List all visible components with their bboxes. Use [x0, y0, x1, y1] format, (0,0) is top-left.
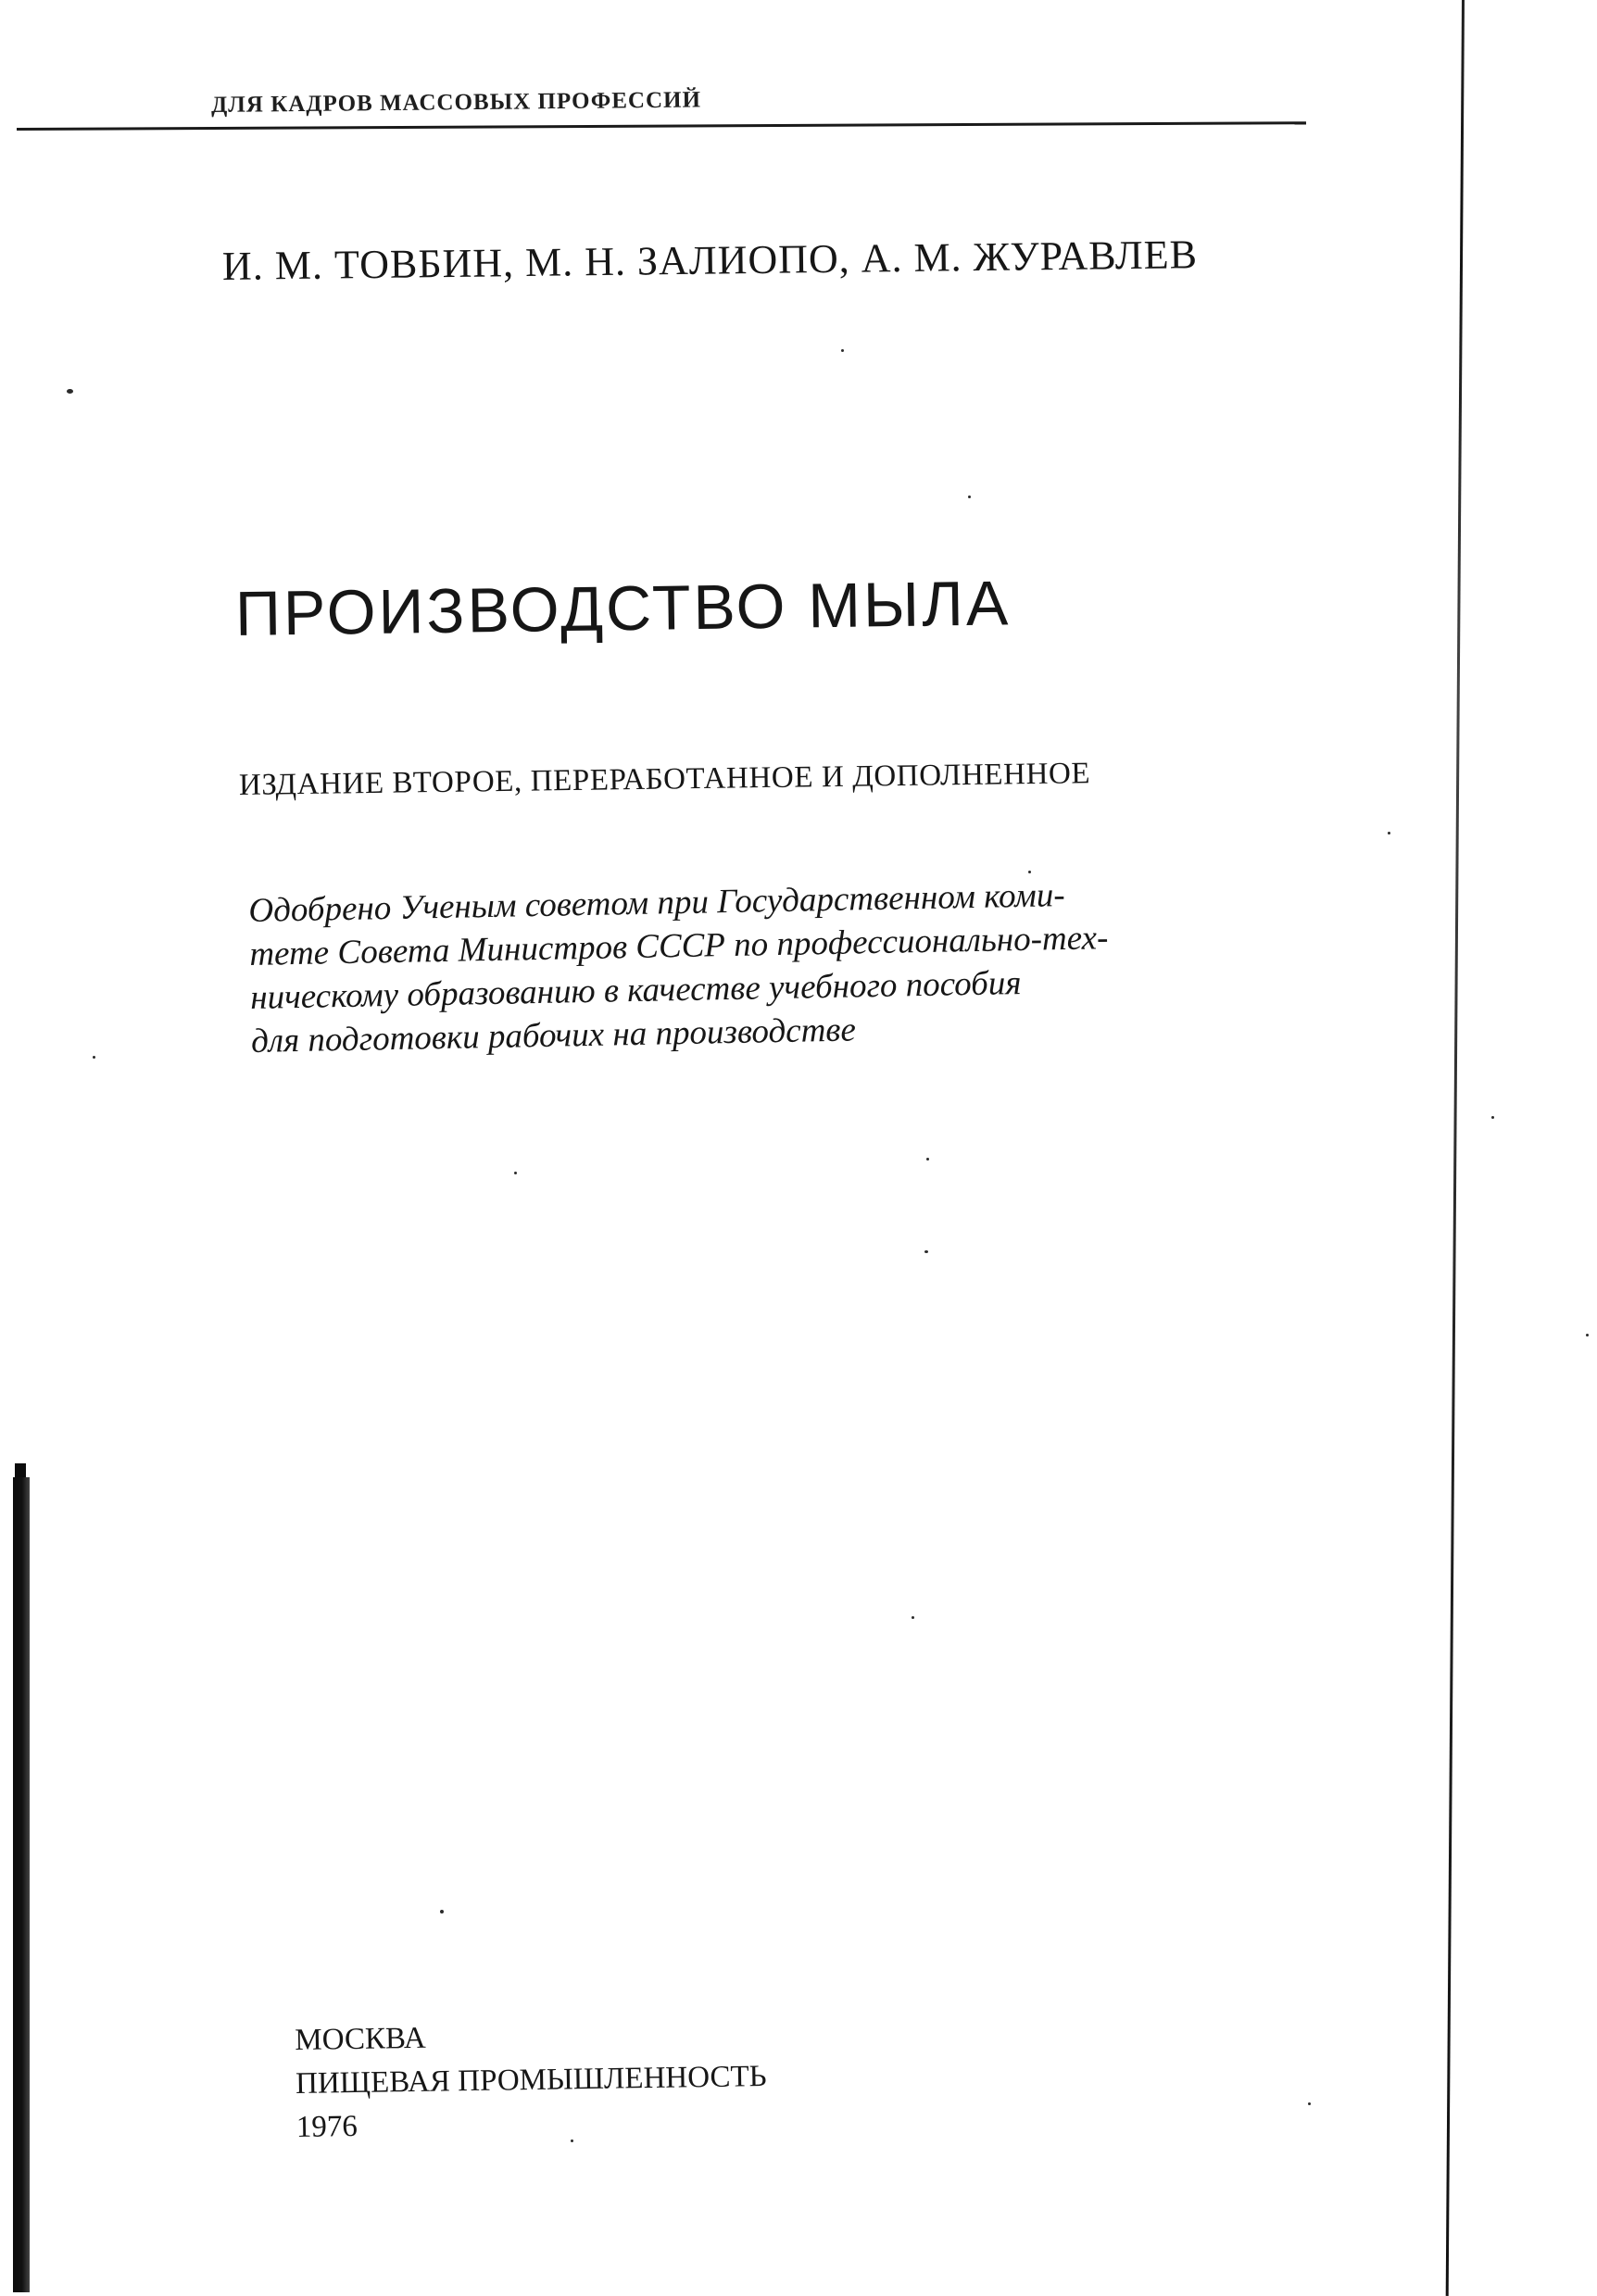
page-edge-shadow — [1446, 0, 1465, 2296]
scan-speck — [926, 1158, 929, 1161]
scan-speck — [1491, 1116, 1494, 1119]
approval-line: Одобрено Ученым советом при Государственном коми- — [248, 876, 1065, 930]
edition-note: ИЗДАНИЕ ВТОРОЕ, ПЕРЕРАБОТАННОЕ И ДОПОЛНЕННОЕ — [238, 757, 1091, 802]
scan-speck — [440, 1910, 444, 1913]
scan-speck — [67, 389, 73, 394]
approval-line: тете Совета Министров СССР по профессионально-тех- — [248, 919, 1109, 973]
imprint-publisher: ПИЩЕВАЯ ПРОМЫШЛЕННОСТЬ — [295, 2060, 767, 2101]
series-name: ДЛЯ КАДРОВ МАССОВЫХ ПРОФЕССИЙ — [210, 87, 702, 118]
authors: И. М. ТОВБИН, М. Н. ЗАЛИОПО, А. М. ЖУРАВЛЕВ — [221, 232, 1199, 289]
scan-speck — [1586, 1334, 1589, 1336]
imprint-year: 1976 — [296, 2109, 358, 2144]
scan-speck — [93, 1056, 95, 1059]
scan-speck — [841, 349, 844, 352]
approval-line: ническому образованию в качестве учебного пособия — [249, 964, 1022, 1017]
book-title: ПРОИЗВОДСТВО МЫЛА — [234, 568, 1012, 649]
scan-binding-shadow — [13, 1477, 30, 2292]
scan-speck — [1028, 871, 1031, 873]
header-rule — [17, 121, 1306, 131]
scan-speck — [968, 496, 971, 498]
scan-speck — [924, 1250, 928, 1253]
scan-speck — [514, 1172, 517, 1174]
approval-line: для подготовки рабочих на производстве — [250, 1010, 857, 1060]
scan-speck — [912, 1616, 914, 1619]
scan-speck — [1388, 832, 1390, 834]
imprint — [295, 2012, 768, 2150]
scan-speck — [1308, 2102, 1311, 2105]
scan-speck — [571, 2139, 573, 2142]
imprint-city: МОСКВА — [295, 2021, 427, 2057]
approval-note — [248, 868, 1363, 1063]
